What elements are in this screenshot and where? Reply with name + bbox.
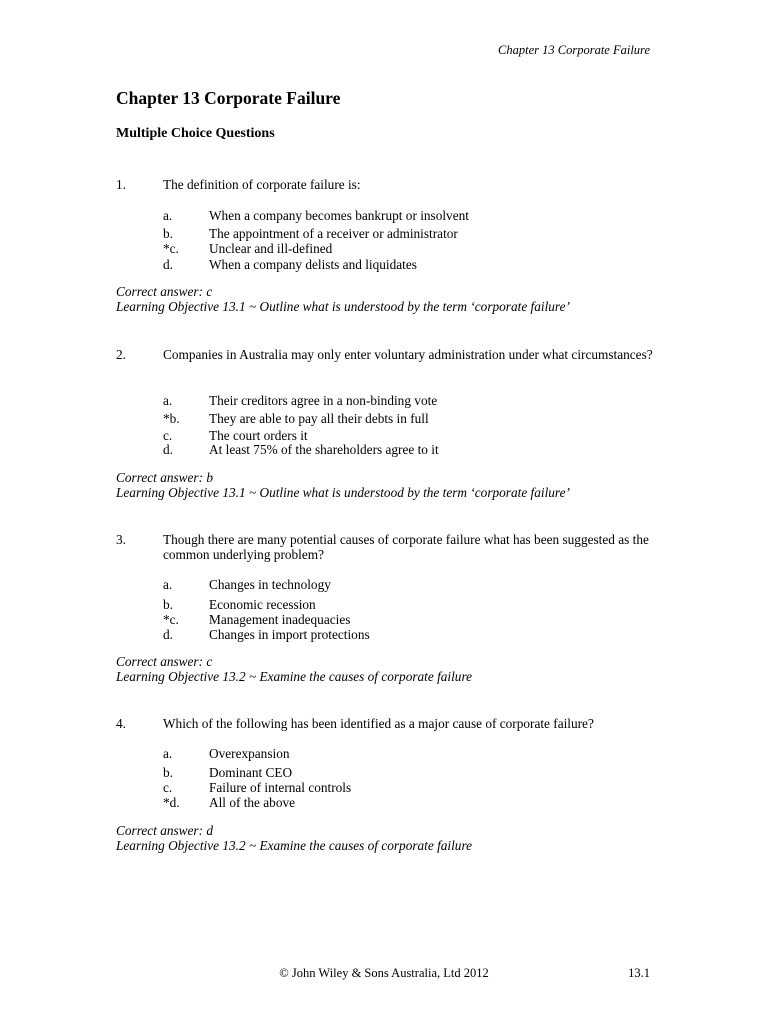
option-text: At least 75% of the shareholders agree to it — [209, 442, 439, 457]
option-letter: *b. — [163, 411, 180, 426]
option — [163, 746, 290, 761]
learning-objective: Learning Objective 13.1 ~ Outline what is understood by the term ‘corporate failure’ — [116, 299, 570, 314]
running-header: Chapter 13 Corporate Failure — [498, 43, 650, 57]
question-text: Which of the following has been identified as a major cause of corporate failure? — [163, 716, 594, 731]
option-text: Changes in technology — [209, 577, 331, 592]
option-letter: d. — [163, 257, 173, 272]
question-number: 1. — [116, 177, 126, 192]
option — [163, 597, 316, 612]
learning-objective: Learning Objective 13.1 ~ Outline what is understood by the term ‘corporate failure’ — [116, 485, 570, 500]
option — [163, 577, 331, 592]
option-letter: *d. — [163, 795, 180, 810]
learning-objective: Learning Objective 13.2 ~ Examine the causes of corporate failure — [116, 838, 473, 853]
option-text: Overexpansion — [209, 746, 290, 761]
question-text: Though there are many potential causes of corporate failure what has been suggested as the common underlying problem? — [163, 532, 649, 562]
question-number: 4. — [116, 716, 126, 731]
option — [163, 226, 458, 241]
option — [163, 765, 292, 780]
question-number: 2. — [116, 347, 126, 362]
option-text: Failure of internal controls — [209, 780, 352, 795]
option-text: They are able to pay all their debts in full — [209, 411, 429, 426]
section-title: Multiple Choice Questions — [116, 126, 275, 141]
option-text: Management inadequacies — [209, 612, 351, 627]
question-text: The definition of corporate failure is: — [163, 177, 361, 192]
option — [163, 780, 351, 795]
correct-answer: Correct answer: c — [116, 654, 213, 669]
option-letter: c. — [163, 428, 173, 443]
footer-copyright: © John Wiley & Sons Australia, Ltd 2012 — [279, 966, 489, 980]
option-letter: a. — [163, 208, 173, 223]
option — [163, 627, 370, 642]
option-text: When a company becomes bankrupt or insolvent — [209, 208, 469, 223]
correct-answer: Correct answer: d — [116, 823, 214, 838]
option — [163, 208, 469, 223]
option-letter: a. — [163, 746, 173, 761]
option-text: Changes in import protections — [209, 627, 370, 642]
option-letter: a. — [163, 577, 173, 592]
page-number: 13.1 — [628, 966, 650, 980]
correct-answer: Correct answer: c — [116, 284, 213, 299]
chapter-title: Chapter 13 Corporate Failure — [116, 88, 341, 108]
learning-objective: Learning Objective 13.2 ~ Examine the causes of corporate failure — [116, 669, 473, 684]
option-letter: d. — [163, 442, 173, 457]
option — [163, 411, 429, 426]
option-text: All of the above — [209, 795, 296, 810]
option — [163, 257, 417, 272]
option-letter: *c. — [163, 241, 179, 256]
option-text: Unclear and ill-defined — [209, 241, 333, 256]
option — [163, 393, 437, 408]
option — [163, 612, 350, 627]
option-text: Economic recession — [209, 597, 316, 612]
option-letter: a. — [163, 393, 173, 408]
option-text: Dominant CEO — [209, 765, 293, 780]
question-text: Companies in Australia may only enter voluntary administration under what circumstances? — [163, 347, 653, 362]
option — [163, 795, 295, 810]
option-letter: d. — [163, 627, 173, 642]
option — [163, 428, 308, 443]
option-letter: *c. — [163, 612, 179, 627]
option-letter: c. — [163, 780, 173, 795]
option-text: The court orders it — [209, 428, 308, 443]
option — [163, 442, 439, 457]
option — [163, 241, 332, 256]
option-text: When a company delists and liquidates — [209, 257, 417, 272]
option-letter: b. — [163, 765, 173, 780]
option-letter: b. — [163, 597, 173, 612]
option-text: Their creditors agree in a non-binding vote — [209, 393, 438, 408]
option-letter: b. — [163, 226, 173, 241]
correct-answer: Correct answer: b — [116, 470, 214, 485]
question-number: 3. — [116, 532, 126, 547]
option-text: The appointment of a receiver or administrator — [209, 226, 458, 241]
